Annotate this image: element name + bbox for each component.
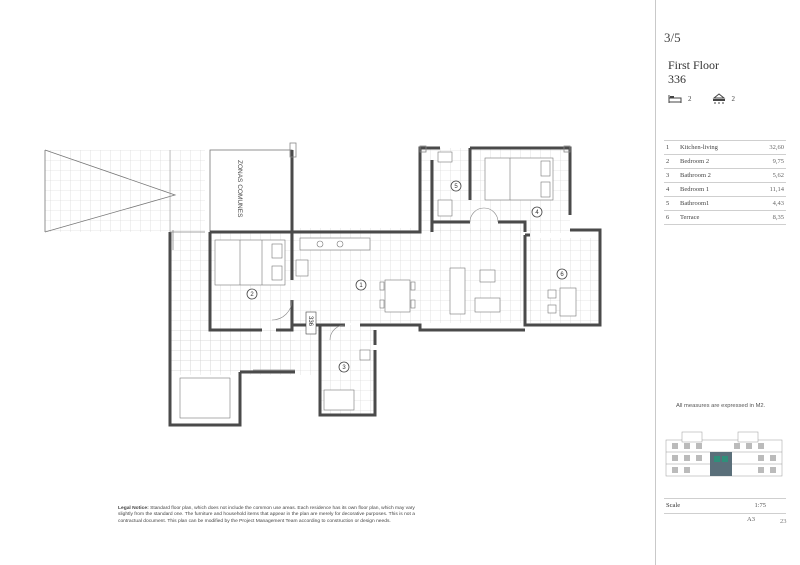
table-row: 6 Terrace 8,35 [664, 211, 786, 225]
bedroom-count: 2 [688, 95, 692, 103]
svg-text:6: 6 [560, 272, 564, 278]
scale-value: 1:75 [754, 502, 766, 509]
bedroom2-furniture [215, 240, 285, 285]
paper-size: A3 [747, 516, 755, 523]
table-row: 5 Bathroom1 4,43 [664, 197, 786, 211]
svg-text:4: 4 [535, 210, 539, 216]
room-area-table [664, 140, 786, 225]
scale-label: Scale [666, 502, 681, 509]
svg-text:1: 1 [359, 283, 363, 289]
svg-text:5: 5 [454, 184, 458, 190]
measures-note: All measures are expressed in M2. [676, 403, 766, 409]
room-counts [668, 93, 735, 105]
table-row: 4 Bedroom 1 11,14 [664, 183, 786, 197]
scale-row [664, 498, 786, 514]
table-row: 1 Kitchen-living 32,60 [664, 141, 786, 155]
bedroom1-furniture [485, 158, 553, 200]
zone-label: ZONAS COMUNES [236, 160, 243, 218]
sidebar-divider [655, 0, 656, 565]
unit-number: 336 [668, 72, 686, 86]
dining-table [380, 280, 415, 312]
bed-icon [668, 94, 682, 104]
table-row: 2 Bedroom 2 9,75 [664, 155, 786, 169]
page-indicator: 3/5 [664, 30, 681, 45]
legal-notice [118, 506, 418, 525]
svg-text:3: 3 [342, 365, 346, 371]
floor-title: First Floor [668, 58, 720, 72]
legal-notice-text: Standard floor plan, which does not include the common use areas. Each residence has its own floor plan, which may vary slightly from the standard one. The furniture and household items that appear in the plan are merely for decorative purposes. This is not a contractual document. This plan can be modified by the Project Management Team according to construction or design needs. [118, 506, 415, 524]
bathroom-count: 2 [731, 95, 735, 103]
sheet-number: 23 [780, 518, 787, 525]
legal-notice-title: Legal Notice: [118, 506, 149, 511]
table-row: 3 Bathroom 2 5,62 [664, 169, 786, 183]
unit-tag: 336 [307, 316, 313, 327]
shower-icon [712, 93, 726, 105]
svg-text:2: 2 [250, 292, 254, 298]
building-elevation-thumbnail [664, 428, 786, 480]
